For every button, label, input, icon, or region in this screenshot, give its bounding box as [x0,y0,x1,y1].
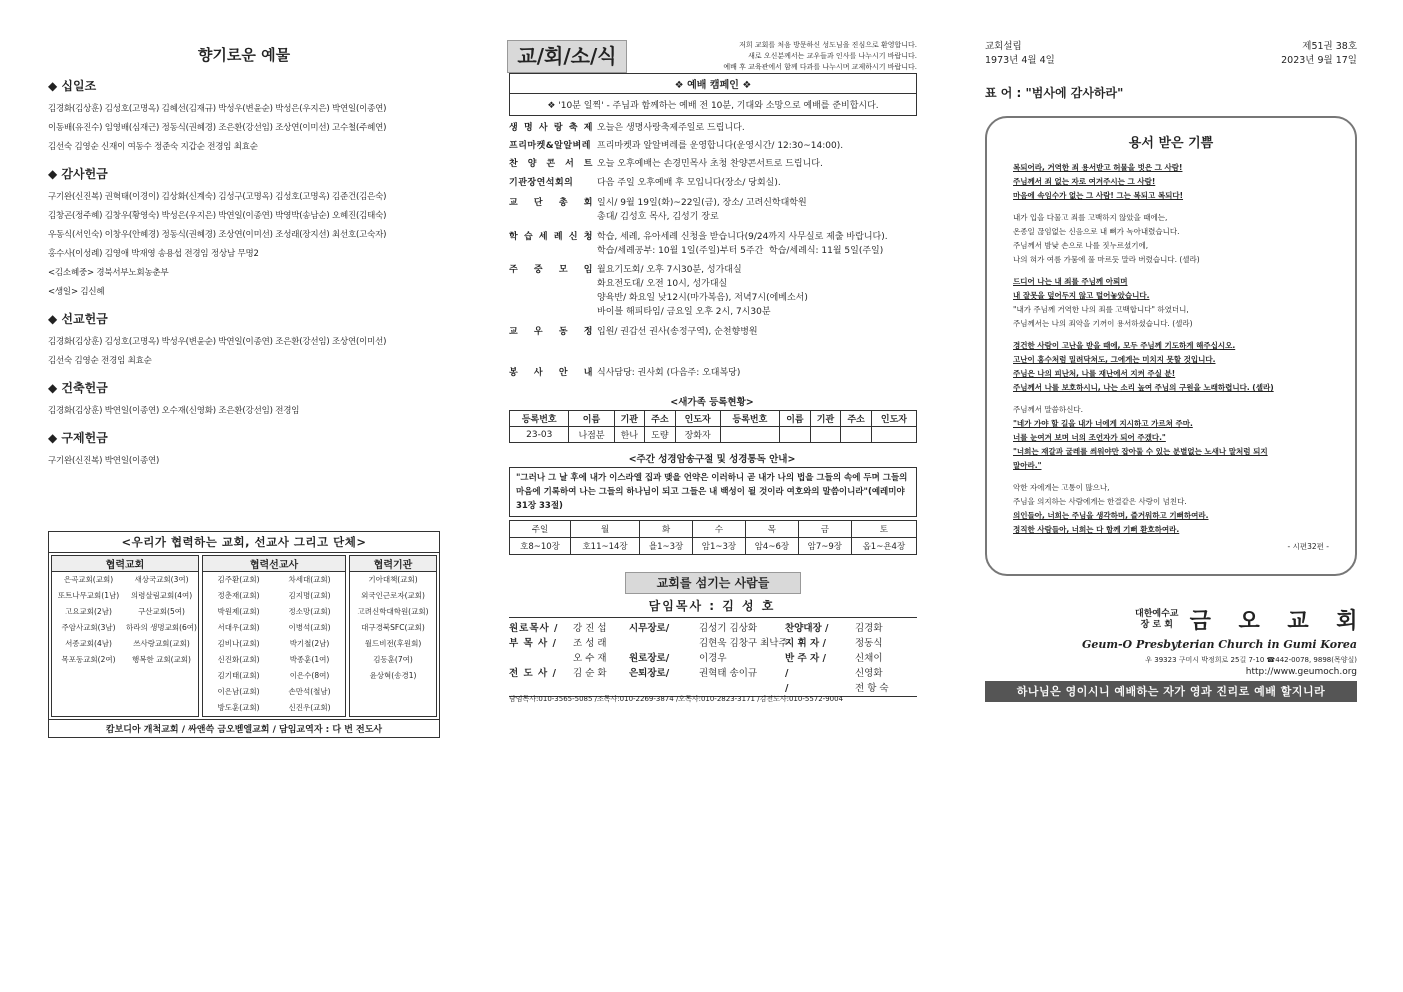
partner-item: 의령살림교회(4여) [130,591,193,600]
psalm-line: 주님께서 밤낮 손으로 나를 짓누르셨기에, [1013,241,1149,250]
news-item [509,230,919,258]
table-cell [720,427,779,443]
volume-number: 제51권 38호 [1302,41,1357,52]
table-cell [841,427,872,443]
psalm-line: 마음에 속임수가 없는 그 사람! 그는 복되고 복되다! [1013,191,1184,200]
table-cell: 인도자 [871,411,916,427]
partner-orgs-label: 협력기관 [350,556,436,572]
partner-item: 박기철(2남) [289,639,330,648]
offering-line: 구기완(신진복) 권혁태(이경이) 김상화(신계숙) 김성구(고명옥) 김성호(고명옥) 김준건(김은숙) [48,192,387,202]
staff-cell: 반 주 자 / [785,653,826,664]
psalm-line: 드디어 나는 내 죄를 주님께 아뢰며 [1013,277,1128,286]
staff-cell: 부 목 사 / [509,638,557,649]
staff-cell [629,636,699,651]
table-cell: 기관 [614,411,645,427]
staff-cell: 김현욱 김창구 최낙주 [699,638,788,649]
news-key: 기관장연석회의 [509,178,574,188]
partner-item: 대구경북SFC(교회) [361,623,425,632]
psalm-line: 온종일 끊임없는 신음으로 내 뼈가 녹아내렸습니다. [1013,227,1180,236]
table-cell: 이름 [569,411,614,427]
registration-table [509,410,917,443]
church-address: 우 39323 구미시 박정희로 25길 7-10 ☎442-0078, 9898(목양실) [1145,656,1357,664]
table-cell: 한나 [614,427,645,443]
partner-item: 박종훈(1여) [289,655,330,664]
news-value: 일시/ 9월 19일(화)~22일(금), 장소/ 고려신학대학원 총대/ 김성호 목사, 김성기 장로 [597,198,807,222]
partner-item: 김지명(교회) [288,591,331,600]
table-cell: 호11~14장 [571,538,640,555]
partner-item: 신진우(교회) [288,703,331,712]
partner-box [48,531,440,738]
offerings-column [48,0,440,471]
offerings-title: 향기로운 예물 [197,46,291,64]
partner-item: 정소망(교회) [288,607,331,616]
news-heading: 교/회/소/식 [507,40,627,73]
verse-section-title: <주간 성경암송구절 및 성경통독 안내> [628,454,796,465]
campaign-text: ❖ '10분 일찍' - 주님과 함께하는 예배 전 10분, 기대와 소망으로 예배를 준비합시다. [547,101,879,111]
offering-heading: ◆ 감사헌금 [48,167,108,181]
offering-line: 김창곤(정주혜) 김창우(황영숙) 박성은(우지은) 박연일(이종연) 박영박(송남순) 오혜진(김태숙) [48,211,387,221]
partner-missionaries [202,555,346,717]
staff-cell: 신영화 [855,668,883,679]
staff-cell: 조 성 래 [573,638,607,649]
news-value: 학습, 세례, 유아세례 신청을 받습니다(9/24까지 사무실로 제출 바랍니다). 학습/세례공부: 10월 1일(주일)부터 5주간 학습/세례식: 11월 5일(주일) [597,232,888,256]
staff-cell: 시무장로/ [629,623,670,634]
partner-item: 차세대(교회) [288,575,331,584]
staff-row [509,636,917,651]
staff-list [509,617,917,697]
news-value: 오늘 오후예배는 손경민목사 초청 찬양콘서트로 드립니다. [597,159,823,169]
table-cell: 토 [851,521,916,538]
partner-item: 목포동교회(2여) [61,655,116,664]
partner-item: 주암사교회(3남) [61,623,116,632]
offering-line: <생일> 김신혜 [48,287,105,297]
staff-cell: 원로목사 / [509,623,559,634]
table-cell: 암4~6장 [745,538,798,555]
psalm-line: 주님을 의지하는 사람에게는 한결같은 사랑이 넘친다. [1013,497,1187,506]
staff-cell: 원로장로/ [629,653,670,664]
table-cell: 주소 [645,411,676,427]
psalm-title: 용서 받은 기쁨 [1128,136,1214,151]
staff-cell: 정동식 [855,638,883,649]
table-cell: 암7~9장 [798,538,851,555]
denomination [1135,609,1178,631]
news-key: 생 명 사 랑 축 제 [509,123,593,133]
partner-item: 김비나(교회) [217,639,260,648]
partner-footer: 캄보디아 개척교회 / 싸앤쓱 금오벧엘교회 / 담임교역자 : 다 번 전도사 [49,719,439,737]
news-item [509,263,919,319]
psalm-line: 말아라." [1013,461,1042,470]
denomination-line: 대한예수교 [1135,608,1179,619]
senior-pastor: 담임목사 : 김 성 호 [648,599,776,613]
partner-item: 방도훈(교회) [217,703,260,712]
news-key: 봉 사 안 내 [509,368,593,378]
table-cell [810,427,841,443]
news-item [509,176,919,190]
news-key: 프리마켓&알알벼레 [509,141,591,151]
news-item [509,325,919,339]
news-value: 프리마켓과 알알벼레를 운영합니다(운영시간/ 12:30~14:00). [597,141,844,151]
staff-cell: 김 순 화 [573,668,607,679]
church-name: 금 오 교 회 [1189,609,1368,634]
offering-sections [48,77,440,471]
psalm-line: 고난이 홍수처럼 밀려닥쳐도, 그에게는 미치지 못할 것입니다. [1013,355,1216,364]
psalm-line: 의인들아, 너희는 주님을 생각하며, 즐거워하고 기뻐하여라. [1013,511,1209,520]
founded-label: 교회설립 [985,41,1022,52]
psalm-line: 주님은 나의 피난처, 나를 재난에서 지켜 주실 분! [1013,369,1176,378]
psalm-line: "내가 주님께 거역한 나의 죄를 고백합니다" 하였더니, [1013,305,1189,314]
staff-cell: 지 휘 자 / [785,638,826,649]
founded-date: 1973년 4월 4일 [985,55,1055,66]
news-key: 교 우 동 정 [509,327,593,337]
news-key: 찬 양 콘 서 트 [509,159,593,169]
offering-heading: ◆ 십일조 [48,79,97,93]
campaign-title: ❖ 예배 캠페인 ❖ [510,74,916,94]
psalm-line: 주님께서 죄 없는 자로 여겨주시는 그 사람! [1013,177,1156,186]
staff-cell: 이경우 [699,653,727,664]
cover-column [985,0,1368,992]
table-cell: 23-03 [510,427,569,443]
partner-item: 구산교회(5여) [138,607,185,616]
news-intro [639,40,917,73]
offering-line: <김소혜중> 경북서부노회농춘부 [48,268,169,278]
offering-line: 김경화(김상훈) 김성호(고명옥) 김혜선(김재규) 박성우(변윤순) 박성은(우지은) 박연일(이종연) [48,104,387,114]
staff-row [509,666,917,681]
news-item [509,139,919,153]
psalm-line: 너를 눈여겨 보며 너의 조언자가 되어 주겠다." [1013,433,1166,442]
table-cell: 화 [640,521,693,538]
psalm-line: 악한 자에게는 고통이 많으나, [1013,483,1110,492]
partner-item: 서대우(교회) [217,623,260,632]
offering-line: 김선숙 김영순 신재이 여동수 정준숙 지갑순 전경임 최효순 [48,142,258,152]
partner-item: 신진화(교회) [217,655,260,664]
psalm-line: "네가 가야 할 길을 내가 너에게 지시하고 가르쳐 주마. [1013,419,1193,428]
issue-date: 2023년 9월 17일 [1281,55,1357,66]
partner-item: 고요교회(2남) [65,607,112,616]
intro-line: 예배 후 교육관에서 함께 다과를 나누시며 교제하시기 바랍니다. [723,63,917,71]
founded-block [985,40,1055,68]
table-cell: 도량 [645,427,676,443]
psalm-box [985,116,1357,576]
partner-item: 김주환(교회) [217,575,260,584]
partner-item: 서종교회(4남) [65,639,112,648]
psalm-line: 내 잘못을 덮어두지 않고 털어놓았습니다. [1013,291,1150,300]
partner-missionaries-label: 협력선교사 [203,556,345,572]
partner-item: 또트나무교회(1남) [57,591,120,600]
psalm-line: "너희는 재갈과 굴레를 씌워야만 잡아둘 수 있는 분별없는 노새나 말처럼 되지 [1013,447,1268,456]
table-cell [871,427,916,443]
news-key: 교 단 총 회 [509,198,593,208]
psalm-line: 주님께서 말씀하신다. [1013,405,1083,414]
partner-title: <우리가 협력하는 교회, 선교사 그리고 단체> [49,532,439,553]
psalm-line: 정직한 사람들아, 너희는 다 함께 기뻐 환호하여라. [1013,525,1180,534]
psalm-line: 나의 혀가 여름 가뭄에 풀 마르듯 말라 버렸습니다. (셀라) [1013,255,1200,264]
table-cell: 수 [693,521,746,538]
denomination-line: 장 로 회 [1140,619,1173,630]
psalm-line: 복되어라, 거역한 죄 용서받고 허물을 벗은 그 사람! [1013,163,1183,172]
offering-line: 김경화(김상훈) 박연일(이종연) 오수재(신영화) 조은환(강선임) 전경임 [48,406,300,416]
psalm-line: 경건한 사람이 고난을 받을 때에, 모두 주님께 기도하게 해주십시오. [1013,341,1236,350]
table-cell: 기관 [810,411,841,427]
table-cell: 목 [745,521,798,538]
news-value: 식사담당: 권사회 (다음주: 오대복당) [597,368,741,378]
offering-heading: ◆ 건축헌금 [48,381,108,395]
phone-numbers: 담임목사:010-3565-5085 /조목사:010-2269-3874 /오목사:010-2823-3171 /김전도사:010-5572-9004 [509,695,844,703]
news-value: 입원/ 권갑선 권사(송정구역), 순천향병원 [597,327,758,337]
intro-line: 저희 교회를 처음 방문하신 성도님을 진심으로 환영합니다. [739,41,917,49]
table-cell: 등록번호 [510,411,569,427]
bottom-banner: 하나님은 영이시니 예배하는 자가 영과 진리로 예배 할지니라 [985,681,1357,702]
table-cell: 주소 [841,411,872,427]
partner-item: 윤상혁(송경1) [369,671,417,680]
news-key: 주 중 모 임 [509,265,593,275]
news-item [509,157,919,171]
partner-item: 이은남(교회) [217,687,260,696]
offering-line: 우동식(서인숙) 이창우(안혜경) 정동식(권혜경) 조상연(이미선) 조성래(장지선) 최선호(고숙자) [48,230,387,240]
psalm-source: - 시편32편 - [1287,542,1329,551]
church-website-link[interactable]: http://www.geumoch.org [1245,667,1357,677]
partner-item: 월드비전(후원회) [364,639,422,648]
news-item [509,196,919,224]
partner-item: 하라의 생명교회(6여) [126,623,197,632]
offering-line: 김경화(김상훈) 김성호(고명옥) 박성우(변윤순) 박연일(이종연) 조은환(강선임) 조상연(이미선) [48,337,387,347]
reading-table [509,520,917,555]
offering-line: 홍수사(이성례) 김영애 박재영 송용섭 전경임 정상남 무명2 [48,249,259,259]
servers-title: 교회를 섬기는 사람들 [625,572,801,594]
partner-item: 김동훈(7여) [373,655,413,664]
news-key: 학 습 세 례 신 청 [509,232,593,242]
table-cell [780,427,811,443]
memory-verse: "그러나 그 날 후에 내가 이스라엘 집과 맺을 언약은 이러하니 곧 내가 나의 법을 그들의 속에 두며 그들의 마음에 기록하여 나는 그들의 하나님이 되고 그들은 내 백성이 될 것이라 여호와의 말씀이니라"(예레미야 31장 33절) [509,467,917,517]
staff-cell: 찬양대장 / [785,623,829,634]
table-cell: 호8~10장 [510,538,571,555]
motto: 표 어 : "범사에 감사하라" [985,86,1124,100]
partner-item: 외국인근로자(교회) [361,591,425,600]
staff-cell: 강 진 섭 [573,623,607,634]
partner-item: 고려신학대학원(교회) [357,607,429,616]
partner-churches-label: 협력교회 [52,556,198,572]
table-cell: 장화자 [675,427,720,443]
table-cell: 욜1~3장 [640,538,693,555]
staff-cell: / [785,668,789,679]
staff-cell: 전 도 사 / [509,668,557,679]
staff-cell: 권혁태 송이규 [699,668,758,679]
staff-cell: 오 수 재 [573,653,607,664]
staff-cell: / [785,683,789,694]
table-cell: 금 [798,521,851,538]
table-cell: 암1~3장 [693,538,746,555]
church-english-name: Geum-O Presbyterian Church in Gumi Korea [1081,638,1357,651]
offering-line: 구기완(신진복) 박연일(이종연) [48,456,160,466]
psalm-line: 주님께서 나를 보호하시니, 나는 소리 높여 주님의 구원을 노래하렵니다. (셀라) [1013,383,1274,392]
partner-item: 행복한 교회(교회) [132,655,191,664]
psalm-line: 주님께서는 나의 죄악을 기꺼이 용서하셨습니다. (셀라) [1013,319,1193,328]
psalm-line: 내가 입을 다물고 죄를 고백하지 않았을 때에는, [1013,213,1168,222]
table-cell: 인도자 [675,411,720,427]
table-cell: 월 [571,521,640,538]
table-cell: 나점분 [569,427,614,443]
staff-cell: 김경화 [855,623,883,634]
registration-title: <새가족 등록현황> [670,397,754,408]
partner-item: 기아대책(교회) [368,575,418,584]
staff-row [509,651,917,666]
church-name-block [1135,604,1368,635]
partner-item: 은곡교회(교회) [63,575,114,584]
partner-item: 이병석(교회) [288,623,331,632]
news-column [507,0,917,992]
partner-item: 김기태(교회) [217,671,260,680]
partner-item: 정춘재(교회) [217,591,260,600]
news-value: 월요기도회/ 오후 7시30분, 성가대실 화요전도대/ 오전 10시, 성가대실 양육반/ 화요일 낮12시(마가복음), 저녁7시(에베소서) 바이블 해피타임/ 금요일 오후 2시, 7시30분 [597,265,808,317]
staff-cell: 김성기 김상화 [699,623,758,634]
offering-heading: ◆ 구제헌금 [48,431,108,445]
partner-item: 손만석(철남) [288,687,331,696]
offering-line: 이동배(유진수) 임영배(심재근) 정동식(권혜경) 조은환(강선임) 조상연(이미선) 고수철(주혜연) [48,123,387,133]
offering-line: 김선숙 김영순 전경임 최효순 [48,356,152,366]
news-item [509,366,919,380]
intro-line: 새로 오신분께서는 교우들과 인사를 나누시기 바랍니다. [748,52,917,60]
partner-churches [51,555,199,717]
news-item [509,121,919,135]
staff-cell [509,651,573,666]
table-cell: 옵1~욘4장 [851,538,916,555]
table-cell: 등록번호 [720,411,779,427]
staff-cell: 전 항 숙 [855,683,889,694]
news-value: 다음 주일 오후예배 후 모입니다(장소/ 당회실). [597,178,781,188]
partner-item: 박원제(교회) [217,607,260,616]
partner-item: 쓰사랑교회(교회) [133,639,190,648]
issue-block [1281,40,1357,68]
offering-heading: ◆ 선교헌금 [48,312,108,326]
staff-cell: 은퇴장로/ [629,668,670,679]
campaign-box [509,73,917,116]
partner-item: 새상국교회(3여) [134,575,189,584]
news-value: 오늘은 생명사랑축제주일로 드립니다. [597,123,745,133]
staff-cell: 신채이 [855,653,883,664]
staff-row [509,621,917,636]
table-cell: 이름 [780,411,811,427]
partner-item: 이은수(8여) [289,671,330,680]
partner-orgs [349,555,437,717]
table-cell: 주일 [510,521,571,538]
